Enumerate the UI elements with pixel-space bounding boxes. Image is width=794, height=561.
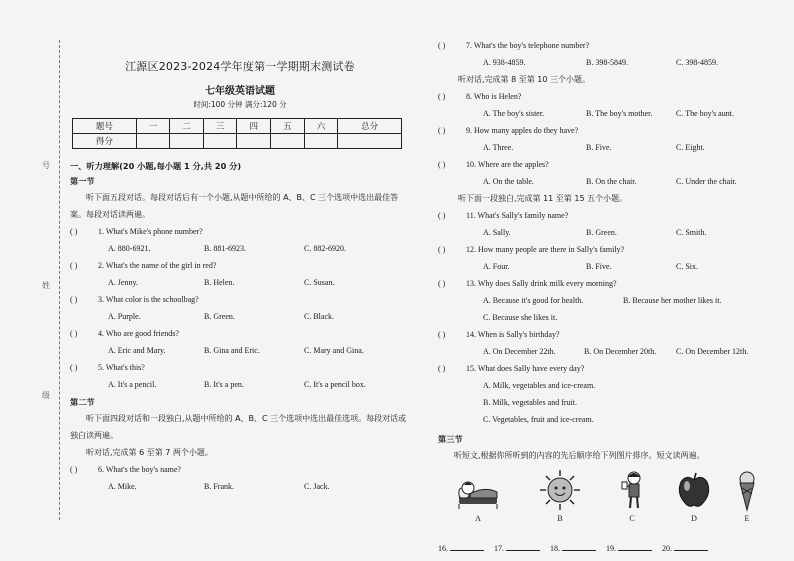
score-input-cell[interactable] — [237, 134, 271, 149]
question-text: 14. When is Sally's birthday? — [466, 330, 560, 339]
score-cell: 二 — [170, 119, 204, 134]
question — [438, 37, 783, 54]
answer-paren[interactable]: ( ) — [70, 465, 78, 474]
options — [70, 240, 410, 257]
section-heading: 第三节 — [438, 434, 463, 444]
question-text: 6. What's the boy's name? — [98, 465, 181, 474]
answer-paren[interactable]: ( ) — [438, 41, 446, 50]
option-b: B. On the chair. — [586, 177, 637, 186]
left-column — [70, 58, 410, 495]
option-a: A. It's a pencil. — [108, 380, 157, 389]
question — [70, 325, 410, 342]
answer-paren[interactable]: ( ) — [70, 227, 78, 236]
answer-blank[interactable] — [494, 544, 540, 553]
answer-blank[interactable] — [438, 544, 484, 553]
score-cell: 六 — [304, 119, 338, 134]
options — [438, 54, 783, 71]
picture-label: A — [475, 514, 481, 523]
option-c: C. 882-6920. — [304, 244, 346, 253]
answer-paren[interactable]: ( ) — [70, 363, 78, 372]
score-input-cell[interactable] — [203, 134, 237, 149]
apple-icon — [672, 468, 716, 512]
margin-mark: 号 — [42, 161, 50, 170]
part-heading: 一、听力理解(20 小题,每小题 1 分,共 20 分) — [70, 161, 242, 171]
score-cell: 五 — [271, 119, 305, 134]
option-a: A. Four. — [483, 262, 510, 271]
option-b: B. Frank. — [204, 482, 234, 491]
option-c: C. Under the chair. — [676, 177, 737, 186]
blank-number: 16. — [438, 544, 448, 553]
answer-blanks — [438, 544, 783, 553]
question-text: 13. Why does Sally drink milk every morning? — [466, 279, 617, 288]
score-cell: 题号 — [73, 119, 137, 134]
option-b: B. 398-5849. — [586, 58, 628, 67]
option-a: A. Three. — [483, 143, 514, 152]
option-b: B. 881-6923. — [204, 244, 246, 253]
option-c: C. On December 12th. — [676, 347, 749, 356]
question-text: 15. What does Sally have every day? — [466, 364, 585, 373]
answer-blank[interactable] — [606, 544, 652, 553]
exam-title: 江源区2023-2024学年度第一学期期末测试卷 — [125, 60, 355, 73]
section-instructions: 听短文,根据你所听到的内容的先后顺序给下列图片排序。短文读两遍。 — [454, 451, 705, 460]
option-c: C. Six. — [676, 262, 699, 271]
question — [70, 461, 410, 478]
option-a: A. The boy's sister. — [483, 109, 545, 118]
options — [438, 343, 783, 360]
answer-paren[interactable]: ( ) — [438, 211, 446, 220]
option-c: C. Mary and Gina. — [304, 346, 364, 355]
question — [438, 88, 783, 105]
answer-paren[interactable]: ( ) — [438, 364, 446, 373]
blank-number: 17. — [494, 544, 504, 553]
blank-number: 18. — [550, 544, 560, 553]
option-c: C. Black. — [304, 312, 334, 321]
option-a: A. Purple. — [108, 312, 141, 321]
section-heading: 第一节 — [70, 176, 95, 186]
picture-b — [538, 468, 582, 523]
option-b: B. It's a pen. — [204, 380, 244, 389]
picture-label: E — [744, 514, 750, 523]
answer-paren[interactable]: ( ) — [438, 330, 446, 339]
score-input-cell[interactable] — [170, 134, 204, 149]
option-b: B. Gina and Eric. — [204, 346, 260, 355]
options — [438, 292, 783, 309]
option-b: B. The boy's mother. — [586, 109, 653, 118]
blank-line — [450, 550, 484, 551]
option-a: A. Jenny. — [108, 278, 138, 287]
option-a: A. 880-6921. — [108, 244, 151, 253]
option-a: A. Mike. — [108, 482, 137, 491]
options — [70, 274, 410, 291]
question-text: 9. How many apples do they have? — [466, 126, 579, 135]
option-b: B. Five. — [586, 262, 612, 271]
section-instructions: 听下面五段对话。每段对话后有一个小题,从题中所给的 A、B、C 三个选项中选出最佳答案。每段对话读两遍。 — [70, 193, 399, 219]
answer-paren[interactable]: ( ) — [70, 295, 78, 304]
margin-mark: 级 — [42, 391, 50, 400]
picture-label: B — [557, 514, 563, 523]
score-cell: 得分 — [73, 134, 137, 149]
score-cell: 一 — [136, 119, 170, 134]
exam-subtitle: 七年级英语试题 — [205, 86, 275, 97]
right-column — [438, 37, 783, 553]
options — [438, 258, 783, 275]
option-c: C. Smith. — [676, 228, 707, 237]
question-text: 4. Who are good friends? — [98, 329, 179, 338]
options — [438, 105, 783, 122]
score-input-cell[interactable] — [338, 134, 402, 149]
picture-row — [438, 468, 783, 538]
question — [438, 275, 783, 292]
question-text: 1. What's Mike's phone number? — [98, 227, 203, 236]
question-list — [438, 207, 783, 275]
picture-label: C — [629, 514, 635, 523]
option-b: B. Helen. — [204, 278, 235, 287]
question — [438, 156, 783, 173]
option-c: C. Because she likes it. — [483, 313, 558, 322]
question-text: 5. What's this? — [98, 363, 145, 372]
options — [70, 308, 410, 325]
question-list — [438, 88, 783, 190]
answer-paren[interactable]: ( ) — [438, 245, 446, 254]
score-input-cell[interactable] — [271, 134, 305, 149]
question-text: 10. Where are the apples? — [466, 160, 549, 169]
question — [70, 359, 410, 376]
sun-icon — [538, 468, 582, 512]
option-a: A. Milk, vegetables and ice-cream. — [483, 381, 596, 390]
option-c: C. It's a pencil box. — [304, 380, 366, 389]
question — [70, 257, 410, 274]
ice-cream-icon — [725, 468, 769, 512]
sleeping-child-icon — [456, 468, 500, 512]
option-a: A. Sally. — [483, 228, 511, 237]
answer-paren[interactable]: ( ) — [438, 279, 446, 288]
option-a: A. 938-4859. — [483, 58, 526, 67]
score-cell: 四 — [237, 119, 271, 134]
question — [438, 360, 783, 377]
blank-line — [618, 550, 652, 551]
question — [70, 223, 410, 240]
option-c: C. Jack. — [304, 482, 330, 491]
exam-meta: 时间:100 分钟 满分:120 分 — [193, 100, 287, 109]
question — [70, 291, 410, 308]
question-text: 12. How many people are there in Sally's family? — [466, 245, 625, 254]
options — [70, 478, 410, 495]
option-a: A. Because it's good for health. — [483, 296, 584, 305]
question-text: 11. What's Sally's family name? — [466, 211, 569, 220]
sub-instruction: 听下面一段独白,完成第 11 至第 15 五个小题。 — [458, 194, 628, 203]
question-text: 8. Who is Helen? — [466, 92, 522, 101]
blank-line — [674, 550, 708, 551]
picture-a — [456, 468, 500, 523]
question — [438, 122, 783, 139]
score-input-cell[interactable] — [136, 134, 170, 149]
blank-number: 19. — [606, 544, 616, 553]
question-text: 7. What's the boy's telephone number? — [466, 41, 590, 50]
option-b: B. Green. — [204, 312, 235, 321]
section-instructions: 听下面四段对话和一段独白,从题中所给的 A、B、C 三个选项中选出最佳选项。每段对话或独白读两遍。 — [70, 414, 407, 440]
score-cell: 总分 — [338, 119, 402, 134]
score-input-cell[interactable] — [304, 134, 338, 149]
sub-instruction: 听对话,完成第 6 至第 7 两个小题。 — [86, 448, 213, 457]
option-c: C. Vegetables, fruit and ice-cream. — [483, 415, 594, 424]
options — [70, 376, 410, 393]
picture-e — [725, 468, 769, 523]
score-cell: 三 — [203, 119, 237, 134]
answer-paren[interactable]: ( ) — [438, 92, 446, 101]
section-heading: 第二节 — [70, 397, 95, 407]
options — [438, 224, 783, 241]
answer-paren[interactable]: ( ) — [438, 160, 446, 169]
option-b: B. Because her mother likes it. — [623, 296, 722, 305]
option-b: B. Milk, vegetables and fruit. — [483, 398, 577, 407]
options — [438, 139, 783, 156]
blank-line — [562, 550, 596, 551]
option-b: B. Green. — [586, 228, 617, 237]
options — [70, 342, 410, 359]
answer-paren[interactable]: ( ) — [438, 126, 446, 135]
question-text: 2. What's the name of the girl in red? — [98, 261, 217, 270]
option-b: B. Five. — [586, 143, 612, 152]
option-c: C. Susan. — [304, 278, 335, 287]
question — [438, 207, 783, 224]
option-c: C. 398-4859. — [676, 58, 718, 67]
score-table — [72, 118, 402, 149]
margin-mark: 姓 — [42, 281, 50, 290]
answer-paren[interactable]: ( ) — [70, 261, 78, 270]
girl-drinking-icon — [610, 468, 654, 512]
option-c: C. Eight. — [676, 143, 705, 152]
answer-paren[interactable]: ( ) — [70, 329, 78, 338]
answer-blank[interactable] — [550, 544, 596, 553]
picture-d — [672, 468, 716, 523]
picture-c — [610, 468, 654, 523]
answer-blank[interactable] — [662, 544, 708, 553]
option-a: A. On the table. — [483, 177, 534, 186]
question — [438, 326, 783, 343]
sub-instruction: 听对话,完成第 8 至第 10 三个小题。 — [458, 75, 590, 84]
question-list — [70, 223, 410, 393]
binding-line — [59, 40, 60, 520]
question-text: 3. What color is the schoolbag? — [98, 295, 199, 304]
option-a: A. Eric and Mary. — [108, 346, 166, 355]
blank-number: 20. — [662, 544, 672, 553]
option-c: C. The boy's aunt. — [676, 109, 734, 118]
score-table-score-row — [73, 134, 402, 149]
picture-label: D — [691, 514, 697, 523]
option-a: A. On December 22th. — [483, 347, 556, 356]
blank-line — [506, 550, 540, 551]
options — [438, 173, 783, 190]
option-b: B. On December 20th. — [584, 347, 657, 356]
score-table-header-row — [73, 119, 402, 134]
question — [438, 241, 783, 258]
